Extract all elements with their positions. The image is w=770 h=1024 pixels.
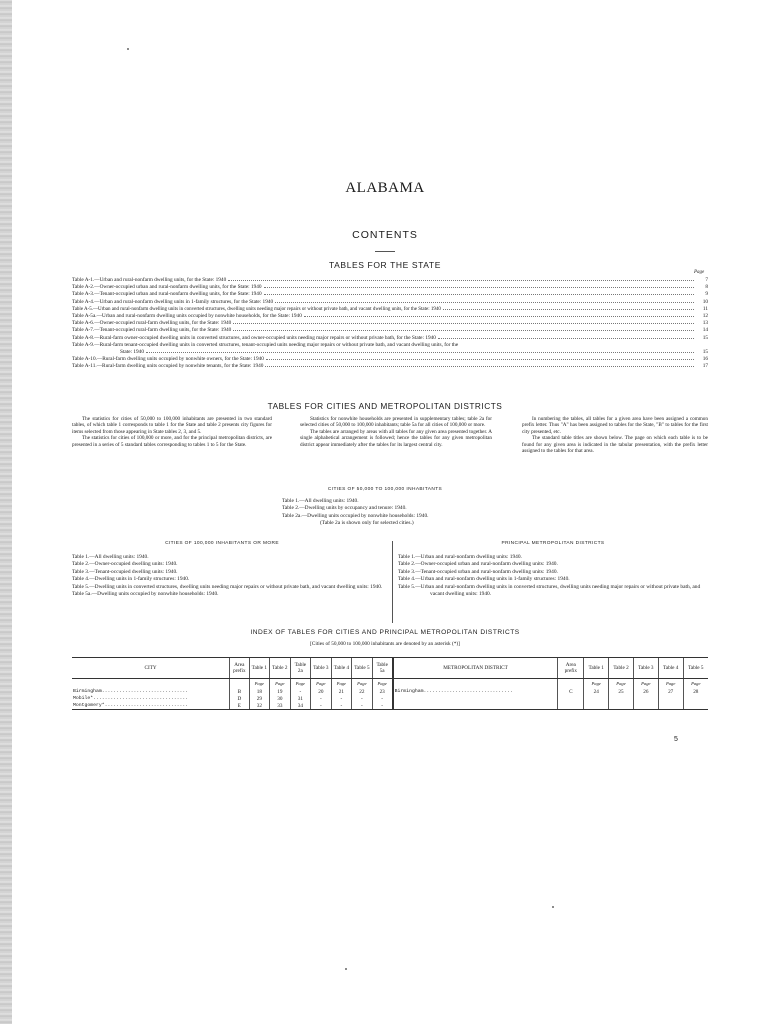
list-item: Table 2a.—Dwelling units occupied by nonwhite households: 1940. bbox=[282, 512, 429, 519]
page-cell: 26 bbox=[633, 688, 658, 695]
table-row[interactable] bbox=[72, 695, 708, 702]
city-name-cell: Mobile*................................. bbox=[73, 695, 189, 701]
toc-entry-label: Table A-6.—Owner-occupied rural-farm dwelling units, for the State: 1940 bbox=[72, 320, 232, 327]
leader-dots bbox=[233, 323, 694, 324]
toc-entry[interactable] bbox=[72, 299, 708, 306]
metro-districts-heading: PRINCIPAL METROPOLITAN DISTRICTS bbox=[501, 541, 605, 546]
unit-label: Page bbox=[352, 679, 373, 689]
intro-paragraph: Statistics for nonwhite households are presented in supplementary tables; table 2a for selected cities of 50,000 to 100,000 inhabitants; table 5a for all cities of 100,000 or more. bbox=[300, 416, 492, 429]
toc-entry-page: 9 bbox=[705, 291, 708, 298]
toc-entry[interactable] bbox=[72, 291, 708, 298]
page-cell: 28 bbox=[683, 688, 708, 695]
header-cell: Table 5 bbox=[683, 658, 708, 679]
scan-speck bbox=[345, 968, 347, 970]
intro-paragraph: The statistics for cities of 100,000 or more, and for the principal metropolitan districts, are presented in a series of 5 standard tables corresponding to tables 1 to 5 for the State. bbox=[72, 435, 272, 448]
intro-column-2 bbox=[300, 416, 492, 448]
toc-entry-label: Table A-5.—Urban and rural-nonfarm dwelling units in converted structures, dwelling units needing major repairs or without private bath, and vacant dwelling units, for the State: 1940 bbox=[72, 306, 441, 312]
city-name-cell: Birmingham.............................. bbox=[73, 688, 189, 694]
index-subtitle: [Cities of 50,000 to 100,000 inhabitants are denoted by an asterisk (*)] bbox=[310, 641, 460, 647]
header-cell: Table 4 bbox=[331, 658, 352, 679]
header-cell: Table 3 bbox=[311, 658, 332, 679]
leader-dots bbox=[443, 309, 694, 310]
scan-edge bbox=[0, 0, 12, 1024]
contents-title: CONTENTS bbox=[352, 229, 418, 241]
list-item: Table 4.—Dwelling units in 1-family structures: 1940. bbox=[72, 576, 190, 583]
state-tables-list bbox=[72, 277, 708, 371]
toc-entry-page: 8 bbox=[705, 284, 708, 291]
header-cell: Table 2 bbox=[609, 658, 634, 679]
toc-entry-continuation: State: 1940 bbox=[120, 349, 144, 356]
page-cell: 25 bbox=[609, 688, 634, 695]
index-title: INDEX OF TABLES FOR CITIES AND PRINCIPAL METROPOLITAN DISTRICTS bbox=[250, 629, 520, 636]
page-cell: 22 bbox=[352, 688, 373, 695]
list-item: Table 5a.—Dwelling units occupied by nonwhite households: 1940. bbox=[72, 591, 219, 598]
toc-entry-label: Table A-11.—Rural-farm dwelling units occupied by nonwhite tenants, for the State: 1940 bbox=[72, 363, 264, 370]
leader-dots bbox=[146, 352, 694, 353]
toc-entry[interactable] bbox=[72, 363, 708, 370]
leader-dots bbox=[275, 302, 694, 303]
unit-row bbox=[72, 679, 708, 689]
leader-dots bbox=[233, 330, 694, 331]
list-item: Table 3.—Tenant-occupied urban and rural-nonfarm dwelling units: 1940. bbox=[398, 568, 558, 575]
header-cell: CITY bbox=[72, 658, 230, 679]
toc-entry[interactable] bbox=[72, 335, 708, 342]
toc-entry-page: 12 bbox=[702, 313, 708, 320]
unit-label: Page bbox=[270, 679, 291, 689]
toc-entry-page: 7 bbox=[705, 277, 708, 283]
leader-dots bbox=[264, 287, 694, 288]
toc-entry[interactable] bbox=[72, 342, 708, 356]
page-cell: - bbox=[331, 695, 352, 702]
state-title: ALABAMA bbox=[345, 180, 425, 196]
area-prefix-cell: C bbox=[558, 688, 584, 695]
intro-paragraph: The statistics for cities of 50,000 to 100,000 inhabitants are presented in two standard tables, of which table 1 corresponds to table 1 for the State and table 2 presents city figures for items selected from those appearing in State tables 2, 3, and 5. bbox=[72, 416, 272, 435]
toc-entry[interactable] bbox=[72, 327, 708, 334]
page-number: 5 bbox=[674, 736, 678, 743]
city-name: Birmingham bbox=[73, 688, 102, 694]
list-item: Table 2.—Owner-occupied urban and rural-nonfarm dwelling units: 1940. bbox=[398, 561, 558, 568]
list-item: Table 2.—Dwelling units by occupancy and tenure: 1940. bbox=[282, 505, 407, 512]
header-cell: Area prefix bbox=[558, 658, 584, 679]
page-cell: - bbox=[372, 702, 393, 710]
large-cities-heading: CITIES OF 100,000 INHABITANTS OR MORE bbox=[165, 541, 279, 546]
page-cell: 18 bbox=[249, 688, 270, 695]
header-cell: Table 1 bbox=[584, 658, 609, 679]
intro-column-1 bbox=[72, 416, 272, 448]
city-name-cell: Montgomery*............................. bbox=[72, 702, 230, 710]
page-cell: 27 bbox=[658, 688, 683, 695]
unit-label: Page bbox=[290, 679, 311, 689]
area-prefix-cell: D bbox=[230, 695, 249, 702]
page-cell: 19 bbox=[270, 688, 291, 695]
metro-districts-list bbox=[398, 554, 710, 598]
intro-column-3 bbox=[522, 416, 708, 454]
scan-speck bbox=[552, 906, 554, 908]
header-cell: Table 2 bbox=[270, 658, 291, 679]
unit-label: Page bbox=[311, 679, 332, 689]
toc-entry-page: 14 bbox=[702, 327, 708, 334]
page-cell: 29 bbox=[249, 695, 270, 702]
header-cell: Table 5 bbox=[352, 658, 373, 679]
page-cell: 21 bbox=[331, 688, 352, 695]
page-cell: 30 bbox=[270, 695, 291, 702]
area-prefix-cell: E bbox=[230, 702, 249, 710]
toc-entry-page: 17 bbox=[702, 363, 708, 370]
page-cell: 32 bbox=[249, 702, 270, 710]
page-cell: - bbox=[311, 702, 332, 710]
page-cell: - bbox=[331, 702, 352, 710]
page-cell: 23 bbox=[372, 688, 393, 695]
scan-speck bbox=[127, 48, 129, 50]
index-table bbox=[72, 657, 708, 710]
unit-label: Page bbox=[331, 679, 352, 689]
page-cell: 33 bbox=[270, 702, 291, 710]
toc-entry-label: Table A-3.—Tenant-occupied urban and rural-nonfarm dwelling units, for the State: 1940 bbox=[72, 291, 262, 298]
header-cell: Table 3 bbox=[633, 658, 658, 679]
list-item: Table 1.—Urban and rural-nonfarm dwelling units: 1940. bbox=[398, 554, 522, 560]
header-cell: Table 2a bbox=[290, 658, 311, 679]
metro-name: Birmingham bbox=[394, 688, 424, 694]
toc-entry-label: Table A-8.—Rural-farm owner-occupied dwelling units in converted structures, and owner-occupied units needing major repairs or without private bath, for the State: 1940 bbox=[72, 334, 436, 341]
toc-entry-label: Table A-10.—Rural-farm dwelling units occupied by nonwhite owners, for the State: 1940 bbox=[72, 356, 264, 363]
page-cell: 20 bbox=[311, 688, 332, 695]
unit-label: Page bbox=[249, 679, 270, 689]
column-divider bbox=[392, 541, 393, 623]
header-cell: METROPOLITAN DISTRICT bbox=[393, 658, 558, 679]
unit-label: Page bbox=[658, 679, 683, 689]
header-cell: Table 4 bbox=[658, 658, 683, 679]
unit-label: Page bbox=[633, 679, 658, 689]
list-item: Table 4.—Urban and rural-nonfarm dwelling units in 1-family structures: 1940. bbox=[398, 576, 570, 583]
page-cell: - bbox=[352, 702, 373, 710]
leader-dots bbox=[304, 316, 694, 317]
toc-entry-page: 15 bbox=[702, 334, 708, 341]
intro-paragraph: In numbering the tables, all tables for a given area have been assigned a common prefix letter. Thus "A" has been assigned to tables for the State, "B" to tables for the first city presented, etc. bbox=[522, 416, 708, 435]
leader-dots bbox=[438, 338, 694, 339]
page-cell: - bbox=[372, 695, 393, 702]
table-row[interactable] bbox=[72, 702, 708, 710]
mid-cities-list bbox=[282, 498, 542, 528]
page-cell: - bbox=[352, 695, 373, 702]
city-name: Mobile* bbox=[73, 695, 94, 701]
metro-name-cell: Birmingham............................... bbox=[393, 688, 558, 695]
leader-dots bbox=[228, 280, 694, 281]
list-note: (Table 2a is shown only for selected cities.) bbox=[320, 520, 414, 527]
unit-label: Page bbox=[683, 679, 708, 689]
toc-entry-page: 13 bbox=[702, 320, 708, 327]
city-name: Montgomery* bbox=[73, 702, 105, 708]
intro-paragraph: The tables are arranged by areas with all tables for any given area presented together. A single alphabetical arrangement is followed; hence the tables for any given metropolitan district appear immediately after the tables for its largest central city. bbox=[300, 428, 492, 448]
leader-dots bbox=[264, 294, 694, 295]
leader-dots bbox=[266, 359, 694, 360]
large-cities-list bbox=[72, 554, 390, 598]
header-cell: Area prefix bbox=[230, 658, 249, 679]
toc-entry-label: Table A-9.—Rural-farm tenant-occupied dwelling units in converted structures, tenant-occupied units needing major repairs or without private bath, and vacant dwelling units, for the bbox=[72, 341, 459, 348]
unit-label: Page bbox=[584, 679, 609, 689]
toc-entry-page: 11 bbox=[702, 305, 708, 312]
toc-entry-label: Table A-2.—Owner-occupied urban and rural-nonfarm dwelling units, for the State: 1940 bbox=[72, 284, 262, 291]
cities-tables-heading: TABLES FOR CITIES AND METROPOLITAN DISTRICTS bbox=[267, 401, 503, 411]
toc-entry-page: 15 bbox=[702, 349, 708, 356]
index-header-row bbox=[72, 658, 708, 679]
header-cell: Table 5a bbox=[372, 658, 393, 679]
list-item: Table 5.—Dwelling units in converted structures, dwelling units needing major repairs or without private bath, and vacant dwelling units: 1940. bbox=[72, 583, 383, 590]
list-item: Table 3.—Tenant-occupied dwelling units: 1940. bbox=[72, 568, 178, 575]
unit-label: Page bbox=[609, 679, 634, 689]
toc-entry-label: Table A-5a.—Urban and rural-nonfarm dwelling units occupied by nonwhite households, for the State: 1940 bbox=[72, 313, 302, 320]
page-cell: 34 bbox=[290, 702, 311, 710]
page-cell: - bbox=[311, 695, 332, 702]
toc-entry-page: 16 bbox=[702, 356, 708, 363]
toc-entry-page: 10 bbox=[702, 298, 708, 305]
toc-entry-label: Table A-1.—Urban and rural-nonfarm dwelling units, for the State: 1940 bbox=[72, 277, 227, 283]
contents-rule bbox=[375, 251, 395, 252]
table-row[interactable] bbox=[72, 688, 708, 695]
leader-dots bbox=[265, 366, 694, 367]
header-cell: Table 1 bbox=[249, 658, 270, 679]
page-column-label: Page bbox=[694, 270, 705, 275]
intro-paragraph: The standard table titles are shown below. The page on which each table is to be found for any given area is indicated in the tabular presentation, with the prefix letter assigned to the tables for that area. bbox=[522, 435, 708, 455]
toc-entry-label: Table A-7.—Tenant-occupied rural-farm dwelling units, for the State: 1940 bbox=[72, 327, 232, 334]
state-tables-heading: TABLES FOR THE STATE bbox=[329, 260, 441, 270]
toc-entry-label: Table A-4.—Urban and rural-nonfarm dwelling units in 1-family structures, for the State: 1940 bbox=[72, 298, 274, 305]
list-item: Table 2.—Owner-occupied dwelling units: 1940. bbox=[72, 561, 178, 568]
unit-label: Page bbox=[372, 679, 393, 689]
area-prefix-cell: B bbox=[230, 688, 249, 695]
list-item: Table 1.—All dwelling units: 1940. bbox=[282, 498, 359, 504]
toc-entry[interactable] bbox=[72, 306, 708, 313]
mid-cities-heading: CITIES OF 50,000 TO 100,000 INHABITANTS bbox=[327, 487, 443, 492]
page-cell: 31 bbox=[290, 695, 311, 702]
page-cell: - bbox=[290, 688, 311, 695]
list-item: Table 5.—Urban and rural-nonfarm dwelling units in converted structures, dwelling units needing major repairs or without private bath, and vacant dwelling units: 1940. bbox=[398, 583, 701, 598]
page-cell: 24 bbox=[584, 688, 609, 695]
list-item: Table 1.—All dwelling units: 1940. bbox=[72, 554, 149, 560]
